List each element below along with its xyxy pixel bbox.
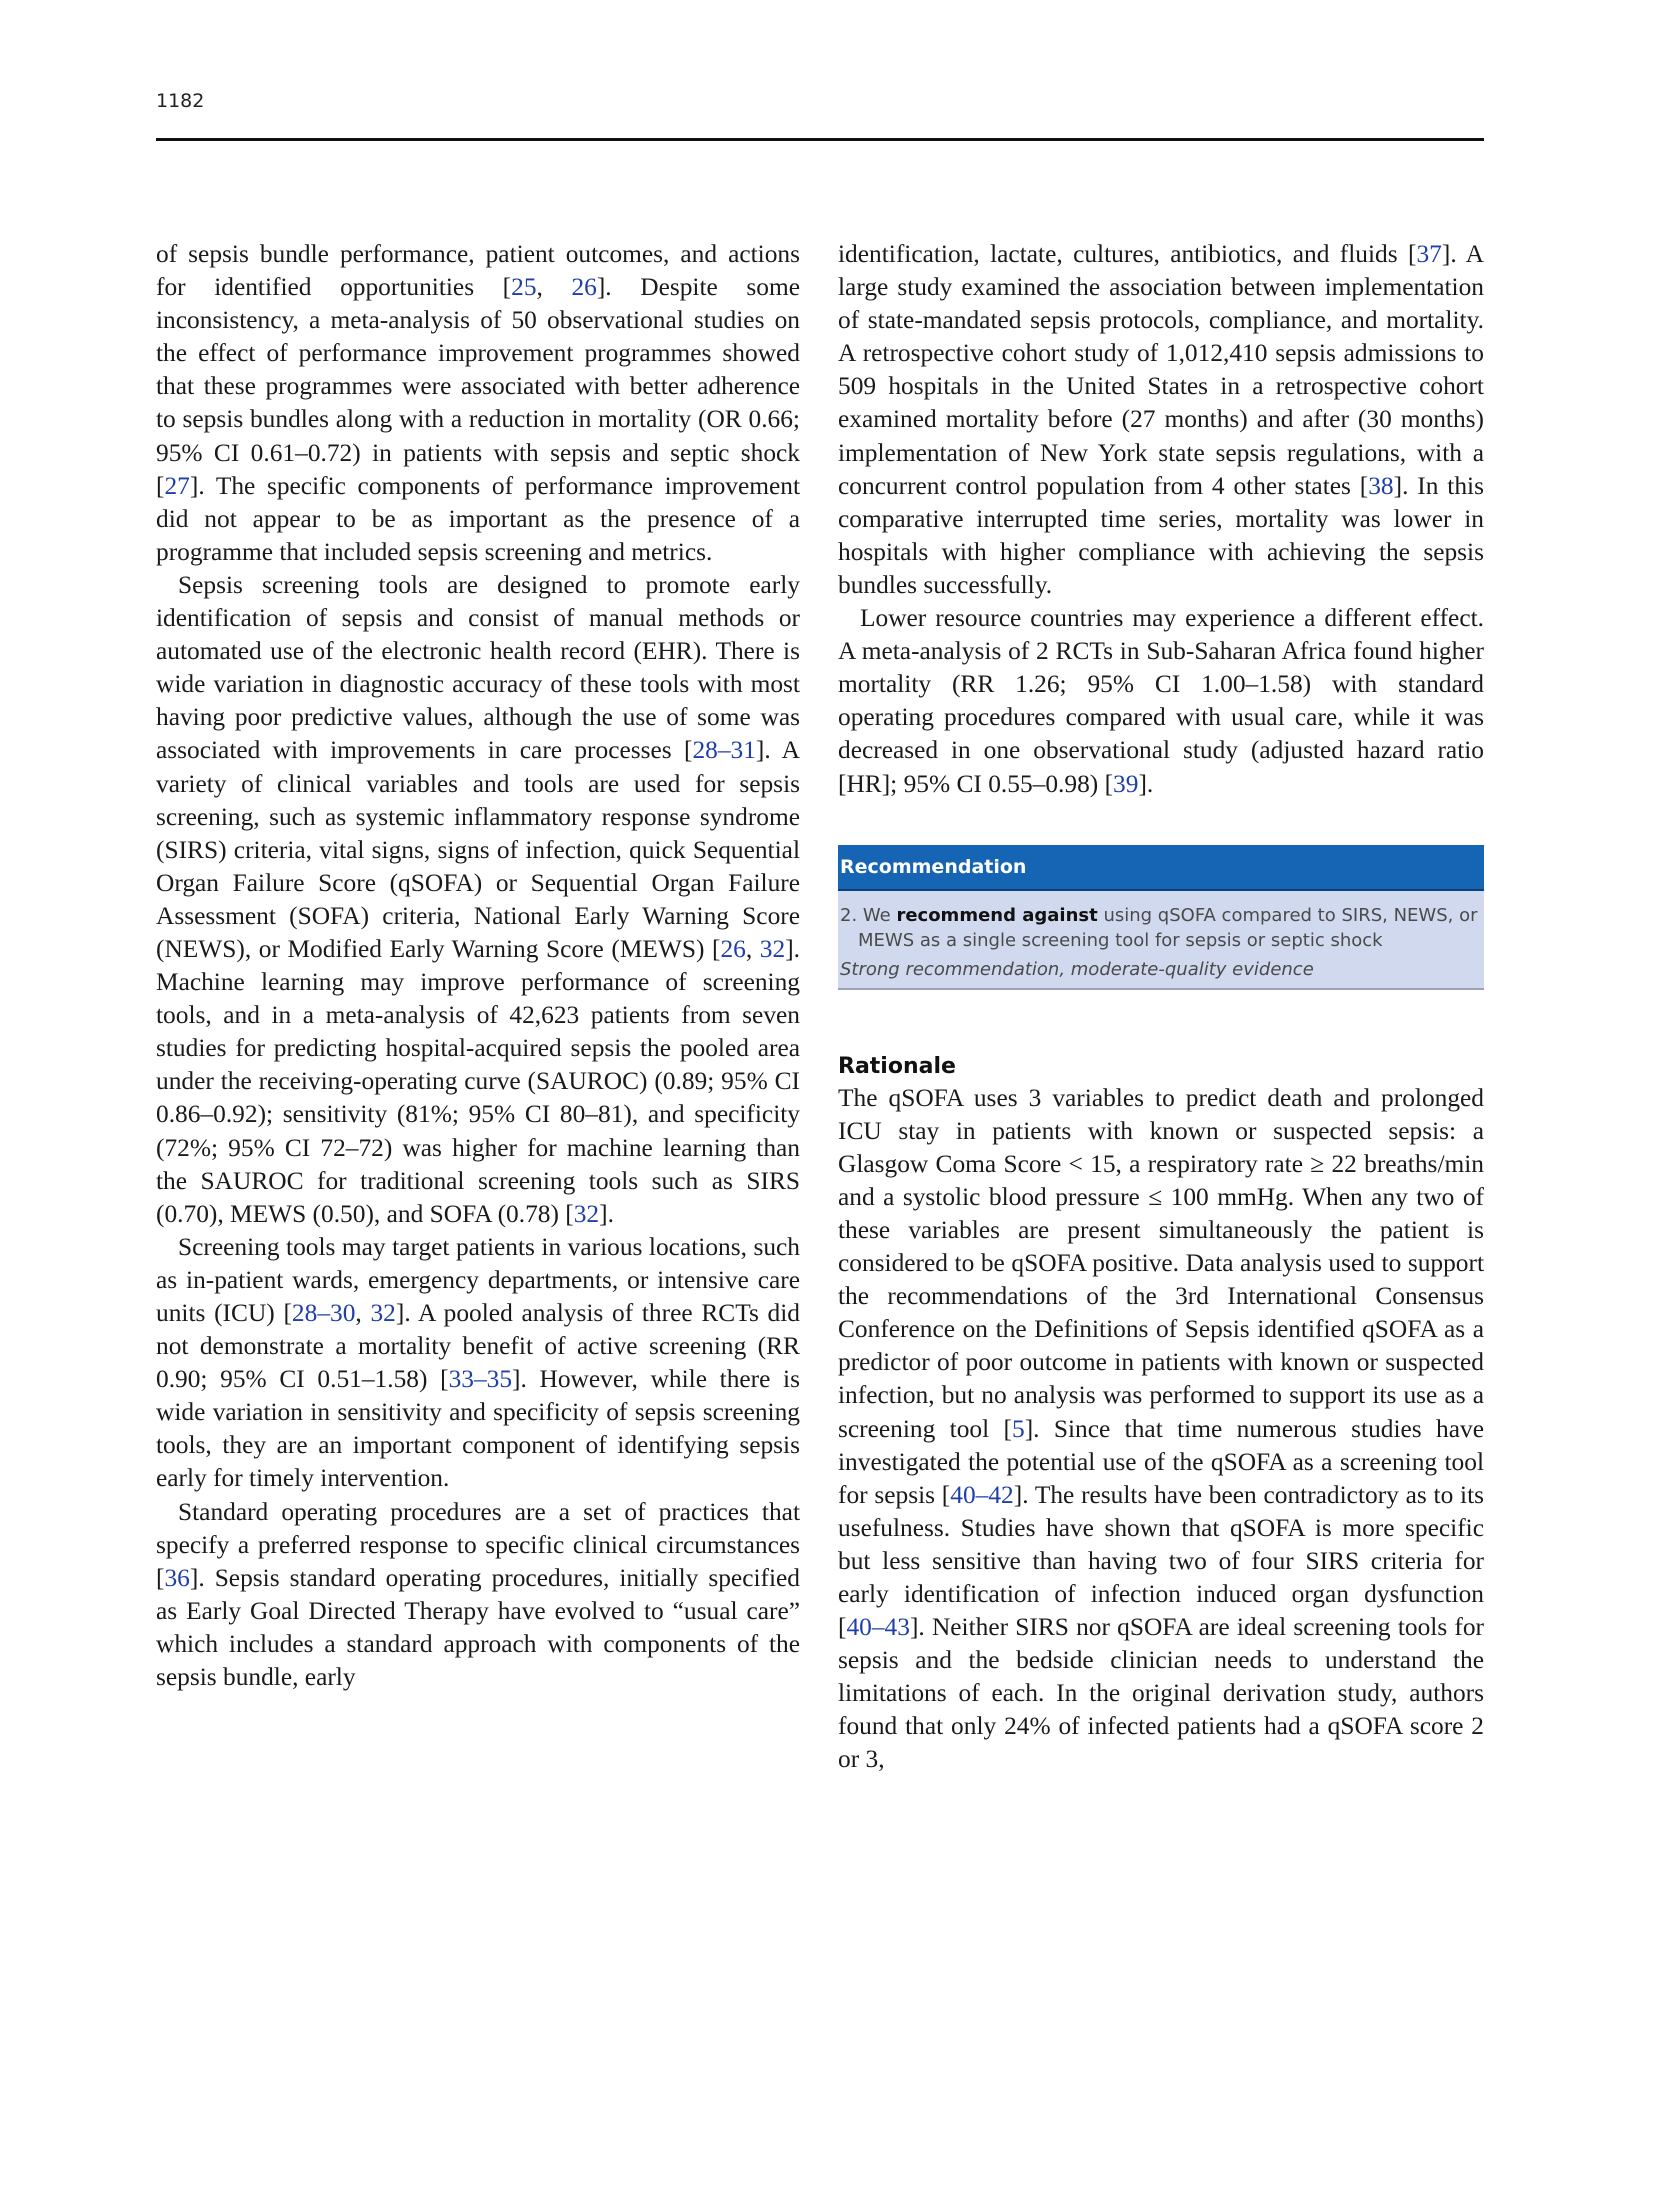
text-run: ]. Machine learning may improve performance of screening tools, and in a meta-analysis of 42,623 patients from seven studies for predicting hospital-acquired sepsis the pooled area under the receiving-operating curve (SAUROC) (0.89; 95% CI 0.86–0.92); sensitivity (81%; 95% CI 80–81), and specificity (72%; 95% CI 72–72) was higher for machine learning than the SAUROC for traditional screening tools such as SIRS (0.70), MEWS (0.50), and SOFA (0.78) [ [156, 934, 800, 1228]
citation-link[interactable]: 32 [573, 1199, 600, 1228]
text-run: ]. [1138, 769, 1154, 798]
citation-link[interactable]: 39 [1113, 769, 1139, 798]
citation-link[interactable]: 5 [1012, 1414, 1025, 1443]
citation-link[interactable]: 40–42 [950, 1480, 1014, 1509]
right-column [838, 238, 1484, 1777]
text-run: , [355, 1299, 371, 1327]
citation-link[interactable]: 40–43 [846, 1613, 910, 1642]
header-rule [156, 138, 1484, 141]
paragraph [156, 1496, 800, 1695]
citation-link[interactable]: 28–31 [692, 736, 756, 765]
text-run: 2. We [840, 904, 897, 926]
text-run: ]. Sepsis standard operating procedures, initially specified as Early Goal Directed Therapy have evolved to “usual care” which includes a standard approach with components of the sepsis bundle, early [156, 1563, 800, 1692]
text-run: Screening tools may target patients in various locations, such as in-patient wards, emergency departments, or intensive care units (ICU) [ [156, 1232, 800, 1327]
citation-link[interactable]: 37 [1416, 240, 1442, 268]
paragraph [156, 238, 800, 569]
citation-link[interactable]: 32 [759, 934, 786, 963]
text-run: Lower resource countries may experience a different effect. A meta-analysis of 2 RCTs in Sub-Saharan Africa found higher mortality (RR 1.26; 95% CI 1.00–1.58) with standard operating procedures compared with usual care, while it was decreased in one observational study (adjusted hazard ratio [HR]; 95% CI 0.55–0.98) [ [838, 604, 1484, 798]
recommendation-box [838, 845, 1484, 990]
paragraph [156, 569, 800, 1231]
recommendation-emphasis: recommend against [896, 904, 1098, 926]
section-heading: Rationale [838, 1053, 956, 1079]
text-run: of sepsis bundle performance, patient outcomes, and actions for identified opportunities [ [156, 240, 800, 302]
paragraph [838, 602, 1484, 801]
text-run: ]. In this comparative interrupted time series, mortality was lower in hospitals with higher compliance with achieving the sepsis bundles successfully. [838, 471, 1484, 599]
left-column [156, 238, 800, 1694]
text-run: ]. A pooled analysis of three RCTs did not demonstrate a mortality benefit of active screening (RR 0.90; 95% CI 0.51–1.58) [ [156, 1299, 800, 1394]
page-number: 1182 [156, 90, 205, 112]
text-run: ]. Since that time numerous studies have investigated the potential use of the qSOFA as a screening tool for sepsis [ [838, 1414, 1484, 1509]
recommendation-strength: Strong recommendation, moderate-quality evidence [840, 958, 1314, 980]
paragraph [156, 1231, 800, 1496]
text-run: ]. However, while there is wide variation in sensitivity and specificity of sepsis screening tools, they are an important component of identifying sepsis early for timely intervention. [156, 1365, 800, 1493]
recommendation-statement [840, 903, 1478, 953]
text-run: ]. The specific components of performance improvement did not appear to be as important as the presence of a programme that included sepsis screening and metrics. [156, 471, 800, 566]
recommendation-header: Recommendation [838, 845, 1484, 891]
citation-link[interactable]: 32 [370, 1299, 396, 1327]
text-run: ]. A large study examined the association between implementation of state-mandated sepsis protocols, compliance, and mortality. A retrospective cohort study of 1,012,410 sepsis admissions to 509 hospitals in the United States in a retrospective cohort examined mortality before (27 months) and after (30 months) implementation of New York state sepsis regulations, with a concurrent control population from 4 other states [ [838, 240, 1484, 500]
citation-link[interactable]: 28–30 [291, 1299, 356, 1327]
text-run: ]. Despite some inconsistency, a meta-analysis of 50 observational studies on the effect of performance improvement programmes showed that these programmes were associated with better adherence to sepsis bundles along with a reduction in mortality (OR 0.66; 95% CI 0.61–0.72) in patients with sepsis and septic shock [ [156, 273, 800, 500]
text-run: Standard operating procedures are a set of practices that specify a preferred response to specific clinical circumstances [ [156, 1497, 800, 1592]
text-run: , [745, 934, 760, 963]
text-run: identification, lactate, cultures, antibiotics, and fluids [ [838, 240, 1417, 268]
citation-link[interactable]: 33–35 [448, 1365, 513, 1394]
citation-link[interactable]: 38 [1368, 471, 1394, 500]
paragraph [838, 238, 1484, 602]
text-run: using qSOFA compared to SIRS, NEWS, or MEWS as a single screening tool for sepsis or septic shock [858, 904, 1478, 951]
citation-link[interactable]: 36 [164, 1563, 190, 1592]
recommendation-body [838, 891, 1484, 990]
text-run: ]. The results have been contradictory as to its usefulness. Studies have shown that qSOFA is more specific but less sensitive than having two of four SIRS criteria for early identification of infection induced organ dysfunction [ [838, 1480, 1485, 1642]
text-run: ]. Neither SIRS nor qSOFA are ideal screening tools for sepsis and the bedside clinician needs to understand the limitations of each. In the original derivation study, authors found that only 24% of infected patients had a qSOFA score 2 or 3, [838, 1613, 1484, 1774]
text-run: ]. [599, 1199, 614, 1228]
citation-link[interactable]: 27 [164, 471, 190, 500]
text-run: , [536, 273, 572, 302]
citation-link[interactable]: 26 [571, 273, 597, 302]
paragraph [838, 1082, 1484, 1777]
text-run: ]. A variety of clinical variables and tools are used for sepsis screening, such as systemic inflammatory response syndrome (SIRS) criteria, vital signs, signs of infection, quick Sequential Organ Failure Score (qSOFA) or Sequential Organ Failure Assessment (SOFA) criteria, National Early Warning Score (NEWS), or Modified Early Warning Score (MEWS) [ [156, 736, 800, 963]
text-run: Sepsis screening tools are designed to promote early identification of sepsis and consist of manual methods or automated use of the electronic health record (EHR). There is wide variation in diagnostic accuracy of these tools with most having poor predictive values, although the use of some was associated with improvements in care processes [ [156, 570, 800, 765]
citation-link[interactable]: 25 [511, 273, 537, 302]
text-run: The qSOFA uses 3 variables to predict death and prolonged ICU stay in patients with known or suspected sepsis: a Glasgow Coma Score < 15, a respiratory rate ≥ 22 breaths/min and a systolic blood pressure ≤ 100 mmHg. When any two of these variables are present simultaneously the patient is considered to be qSOFA positive. Data analysis used to support the recommendations of the 3rd International Consensus Conference on the Definitions of Sepsis identified qSOFA as a predictor of poor outcome in patients with known or suspected infection, but no analysis was performed to support its use as a screening tool [ [838, 1083, 1484, 1443]
citation-link[interactable]: 26 [720, 934, 746, 963]
